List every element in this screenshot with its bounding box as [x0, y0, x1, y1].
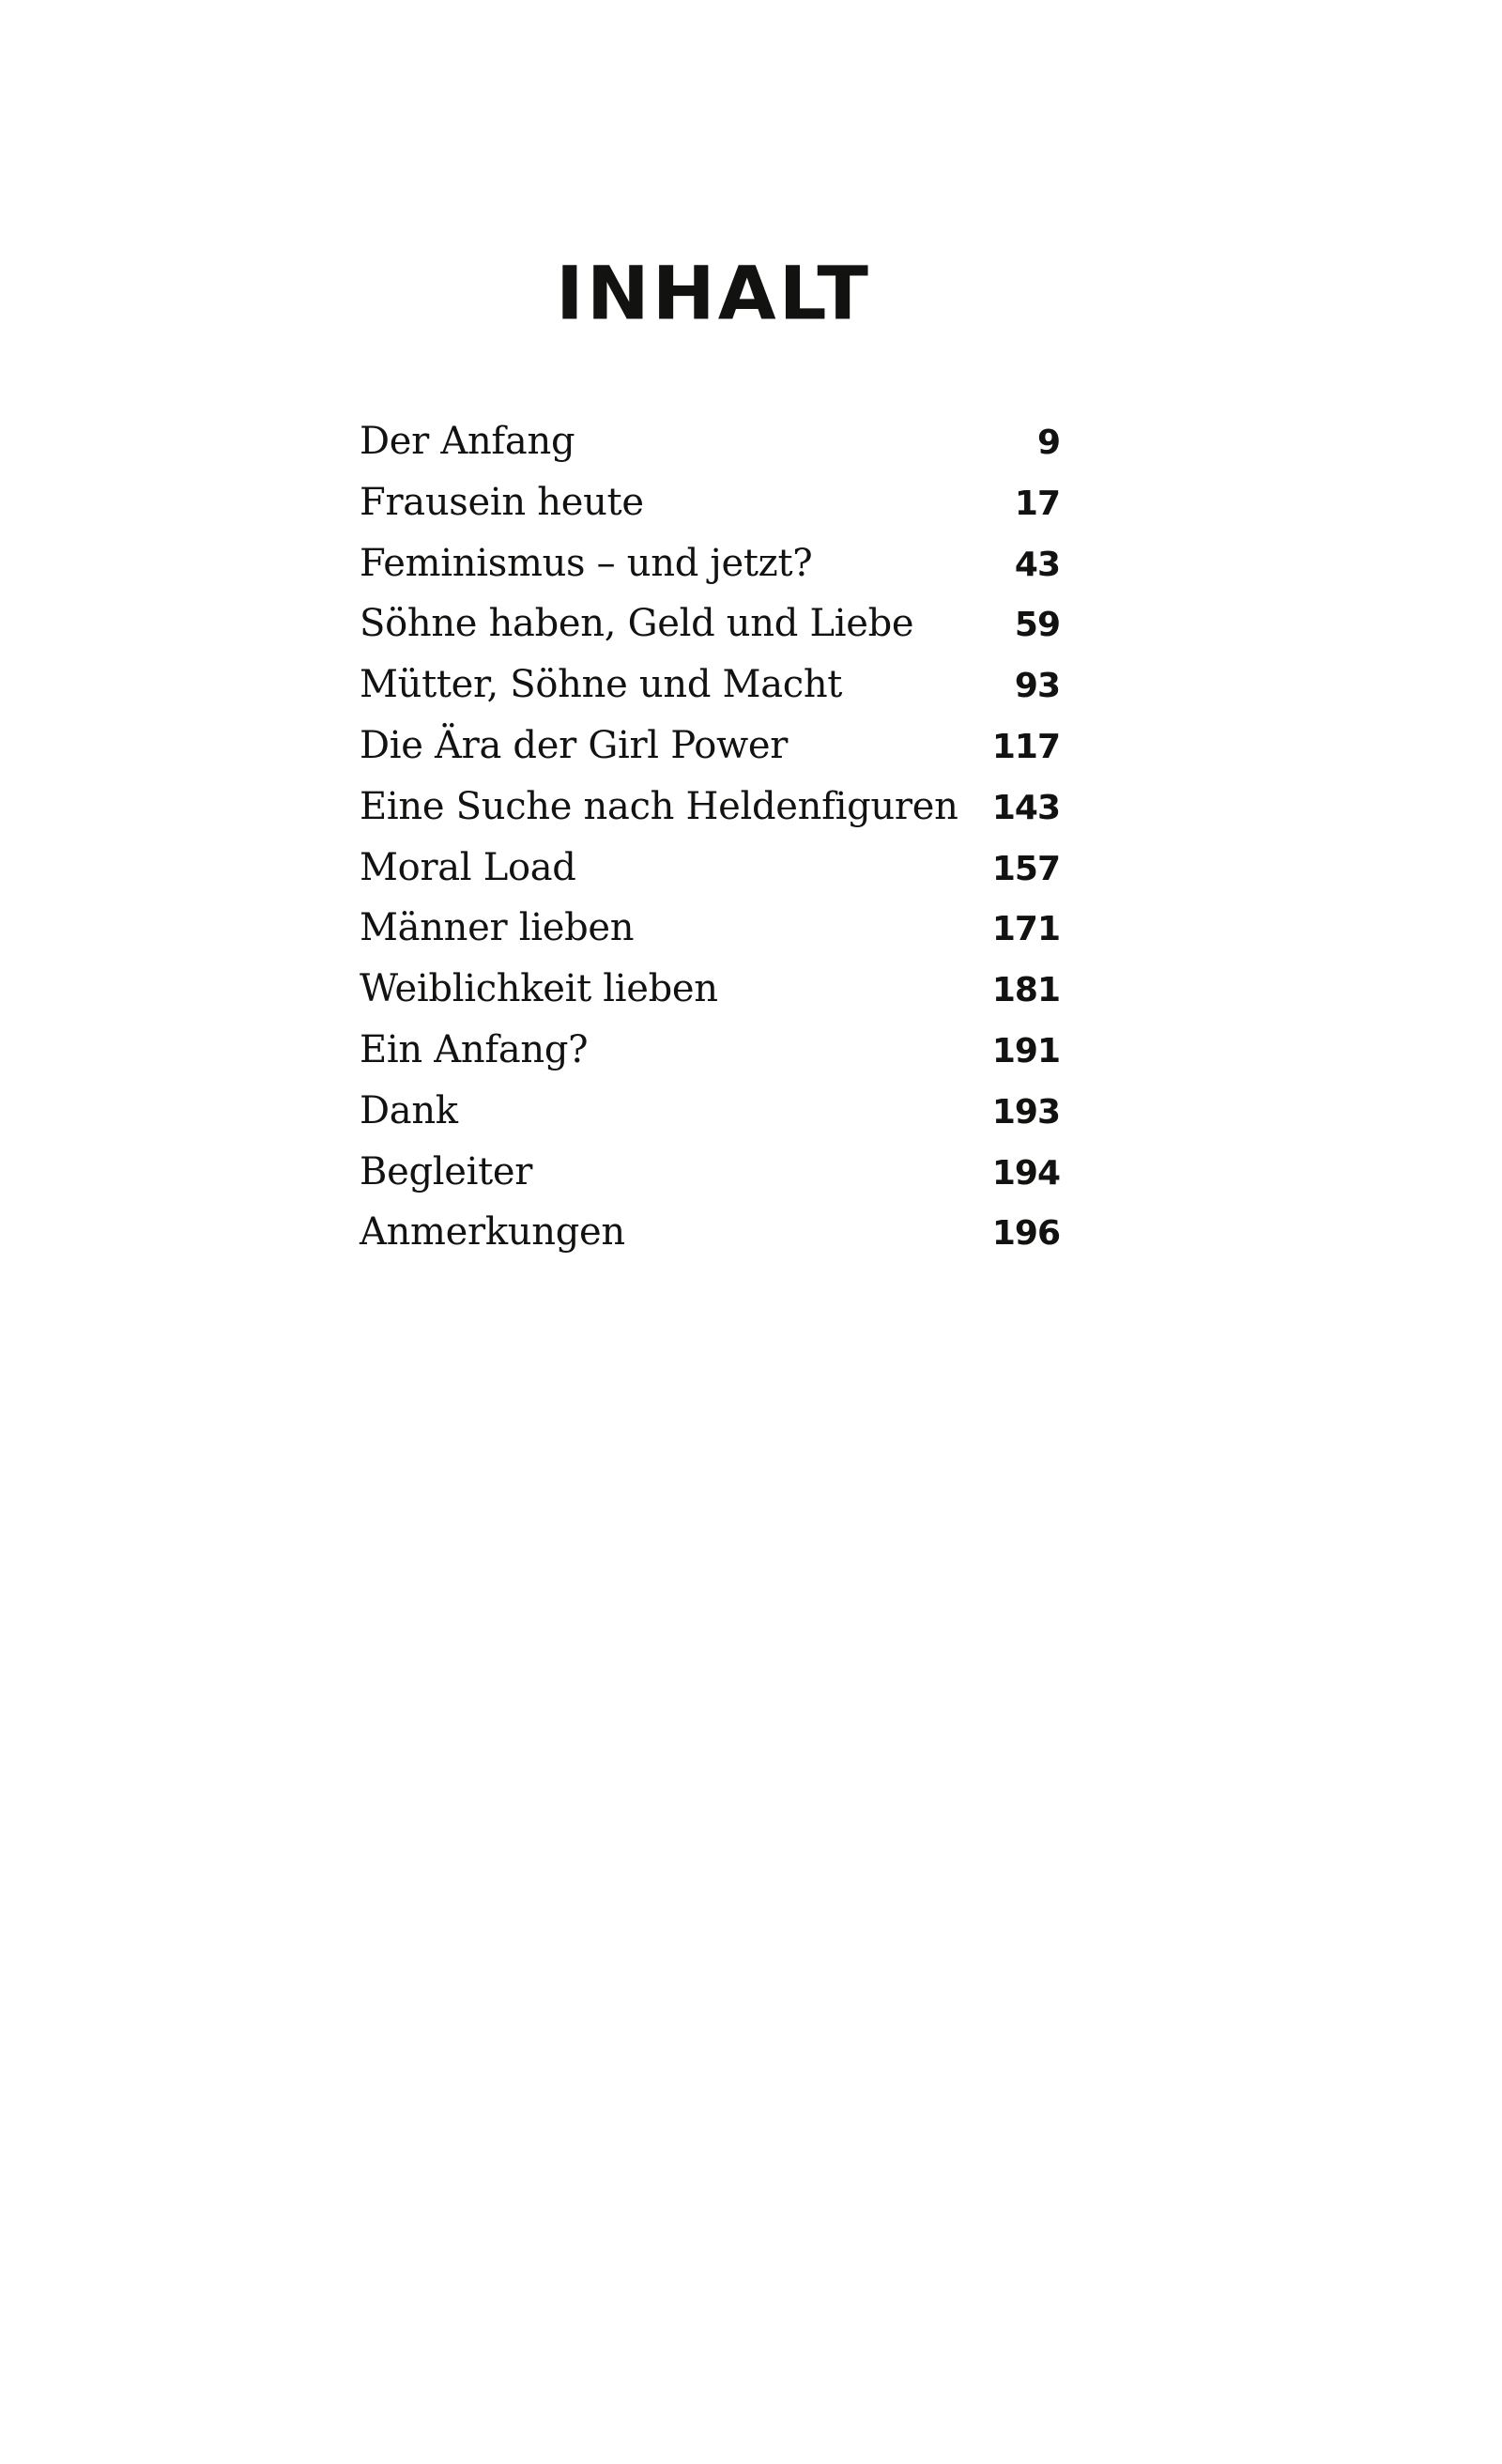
toc-entry-label: Anmerkungen	[360, 1210, 625, 1255]
toc-entry-page-number: 193	[991, 1092, 1060, 1132]
toc-entry-page-number: 117	[991, 727, 1060, 766]
toc-entry-page-number: 171	[991, 910, 1060, 949]
toc-entry-page-number: 59	[1014, 606, 1060, 645]
toc-entry-dank[interactable]	[360, 1081, 1060, 1142]
toc-entry-page-number: 196	[991, 1214, 1060, 1254]
toc-entry-page-number: 157	[991, 849, 1060, 888]
toc-entry-page-number: 194	[991, 1153, 1060, 1193]
toc-entry-label: Feminismus – und jetzt?	[360, 541, 813, 585]
toc-entry-label: Der Anfang	[360, 420, 575, 463]
toc-entry-label: Eine Suche nach Heldenfiguren	[360, 784, 958, 828]
toc-entry-moral-load[interactable]	[360, 838, 1060, 899]
toc-entry-label: Dank	[360, 1088, 458, 1132]
toc-entry-page-number: 93	[1014, 667, 1060, 706]
toc-entry-label: Begleiter	[360, 1149, 533, 1194]
toc-entry-feminismus[interactable]	[360, 533, 1060, 594]
toc-entry-label: Ein Anfang?	[360, 1027, 589, 1071]
toc-entry-anmerkungen[interactable]	[360, 1202, 1060, 1263]
toc-entry-label: Die Ära der Girl Power	[360, 723, 789, 767]
toc-entry-weiblichkeit-lieben[interactable]	[360, 959, 1060, 1020]
toc-entry-page-number: 17	[1014, 484, 1060, 523]
toc-entry-label: Frausein heute	[360, 480, 644, 524]
toc-entry-label: Söhne haben, Geld und Liebe	[360, 602, 914, 646]
toc-entry-frausein-heute[interactable]	[360, 472, 1060, 533]
toc-entry-begleiter[interactable]	[360, 1142, 1060, 1203]
toc-entry-page-number: 9	[1036, 424, 1060, 462]
toc-entry-ein-anfang[interactable]	[360, 1020, 1060, 1081]
toc-entry-heldenfiguren[interactable]	[360, 777, 1060, 838]
toc-entry-label: Moral Load	[360, 845, 576, 889]
toc-entry-maenner-lieben[interactable]	[360, 898, 1060, 959]
toc-entry-der-anfang[interactable]	[360, 411, 1060, 472]
toc-entry-page-number: 143	[991, 788, 1060, 827]
toc-entry-page-number: 43	[1014, 545, 1060, 584]
toc-entry-muetter-soehne[interactable]	[360, 654, 1060, 716]
toc-entry-label: Weiblichkeit lieben	[360, 967, 718, 1011]
toc-entry-soehne-haben[interactable]	[360, 593, 1060, 654]
table-of-contents	[360, 411, 1060, 1263]
toc-entry-label: Männer lieben	[360, 906, 635, 950]
toc-entry-page-number: 181	[991, 971, 1060, 1010]
toc-entry-page-number: 191	[991, 1031, 1060, 1070]
toc-entry-girl-power[interactable]	[360, 716, 1060, 777]
page-title: INHALT	[556, 250, 871, 336]
toc-entry-label: Mütter, Söhne und Macht	[360, 663, 843, 707]
